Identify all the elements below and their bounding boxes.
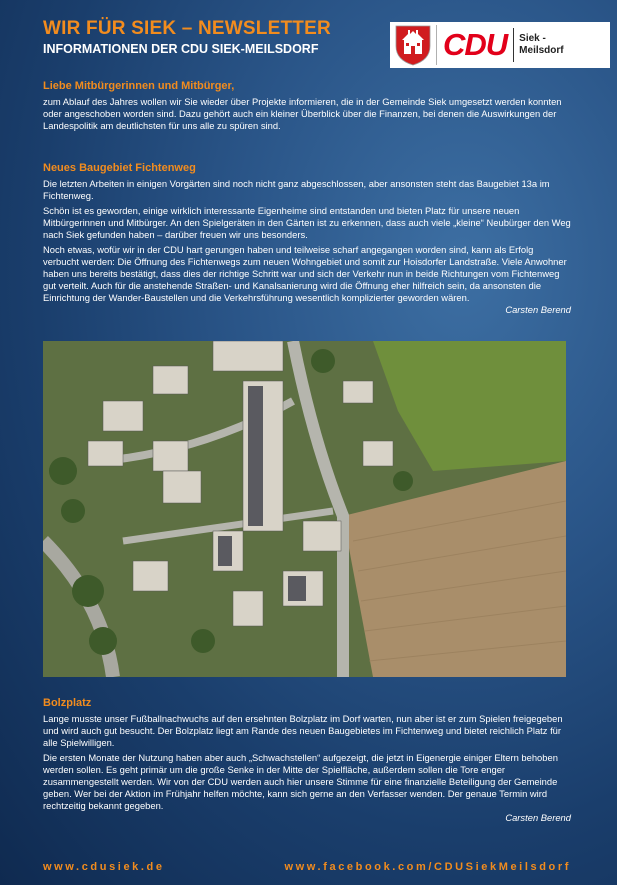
intro-text: zum Ablauf des Jahres wollen wir Sie wieder über Projekte informieren, die in der Gemeinde Siek umgesetzt werden konnten oder angeschoben worden sind. Dazu gehört auch ein kleiner Überblick über die Finanzen, bei denen die Auswirkungen der Landespolitik am deutlichsten für uns alle zu spüren sind. xyxy=(43,96,562,131)
bolzplatz-heading: Bolzplatz xyxy=(43,697,92,709)
cdu-wordmark: CDU xyxy=(443,27,508,62)
aerial-photo-illustration xyxy=(43,341,566,677)
intro-section xyxy=(43,80,571,135)
intro-heading: Liebe Mitbürgerinnen und Mitbürger, xyxy=(43,80,235,92)
section-bolzplatz xyxy=(43,697,571,824)
facebook-link[interactable]: www.facebook.com/CDUSiekMeilsdorf xyxy=(284,861,571,873)
newsletter-title: WIR FÜR SIEK – NEWSLETTER xyxy=(43,18,331,39)
bolzplatz-paragraph-1: Lange musste unser Fußballnachwuchs auf den ersehnten Bolzplatz im Dorf warten, nun aber ist er zum Spielen freigegeben und wird auch gut besucht. Der Bolzplatz liegt am Rande des neuen Baugebietes im Fichtenweg und bietet reichlich Platz für alle Spielwilligen. xyxy=(43,713,563,748)
bolzplatz-paragraph-2: Die ersten Monate der Nutzung haben aber auch „Schwachstellen“ aufgezeigt, die jetzt in Eigenergie einiger Eltern behoben werden sollen. Es geht primär um die große Senke in der Mitte der Spielfläche, außerdem sollen die Tore enger zusammengestellt werden. Wir von der CDU werden auch hier unsere Stimme für eine finanzielle Beteiligung der Gemeinde geben. Wer bei der Aktion im Frühjahr helfen möchte, kann sich gerne an den Verfasser wenden. Der genaue Termin wird rechtzeitig bekannt gegeben. xyxy=(43,752,558,811)
coat-of-arms-icon xyxy=(394,24,432,66)
baugebiet-author: Carsten Berend xyxy=(505,304,571,315)
logo-place-line2: Meilsdorf xyxy=(519,45,564,56)
footer xyxy=(43,861,571,877)
baugebiet-paragraph-1: Die letzten Arbeiten in einigen Vorgärten sind noch nicht ganz abgeschlossen, aber ansonsten steht das Baugebiet 13a im Fichtenweg. xyxy=(43,178,550,201)
baugebiet-paragraph-3: Noch etwas, wofür wir in der CDU hart gerungen haben und teilweise scharf angegangen worden sind, kann als Erfolg verbucht werden: Die Öffnung des Fichtenwegs zum neuen Wohngebiet und somit zur Hoisdorfer Landstraße. Viele Anwohner haben uns bereits bestätigt, dass dies der richtige Schritt war und sich der Verkehr nun in beide Richtungen vom Fichtenweg gut verteilt. Auch für die anstehende Straßen- und Kanalsanierung wird die Öffnung eher hilfreich sein, da ansonsten die Einrichtung der Wander-Baustellen und die Verkehrsführung wesentlich komplizierter geworden wären. xyxy=(43,244,567,303)
section-baugebiet xyxy=(43,162,571,316)
bolzplatz-author: Carsten Berend xyxy=(505,812,571,823)
logo-rule xyxy=(513,28,514,62)
logo-divider xyxy=(436,25,437,65)
baugebiet-paragraph-2: Schön ist es geworden, einige wirklich interessante Eigenheime sind entstanden und bieten Platz für unsere neuen Mitbürgerinnen und Mitbürger. An den Spielgeräten in den Gärten ist zu erkennen, dass auch viele „kleine“ Neubürger den Weg nach Siek gefunden haben – darüber freuen wir uns besonders. xyxy=(43,205,571,240)
cdu-logo xyxy=(390,22,610,68)
baugebiet-heading: Neues Baugebiet Fichtenweg xyxy=(43,162,196,174)
logo-place xyxy=(519,33,563,57)
logo-place-line1: Siek - xyxy=(519,33,546,44)
header xyxy=(43,18,331,56)
newsletter-subtitle: INFORMATIONEN DER CDU SIEK-MEILSDORF xyxy=(43,42,319,56)
website-link[interactable]: www.cdusiek.de xyxy=(43,861,165,873)
aerial-photo xyxy=(43,341,566,677)
